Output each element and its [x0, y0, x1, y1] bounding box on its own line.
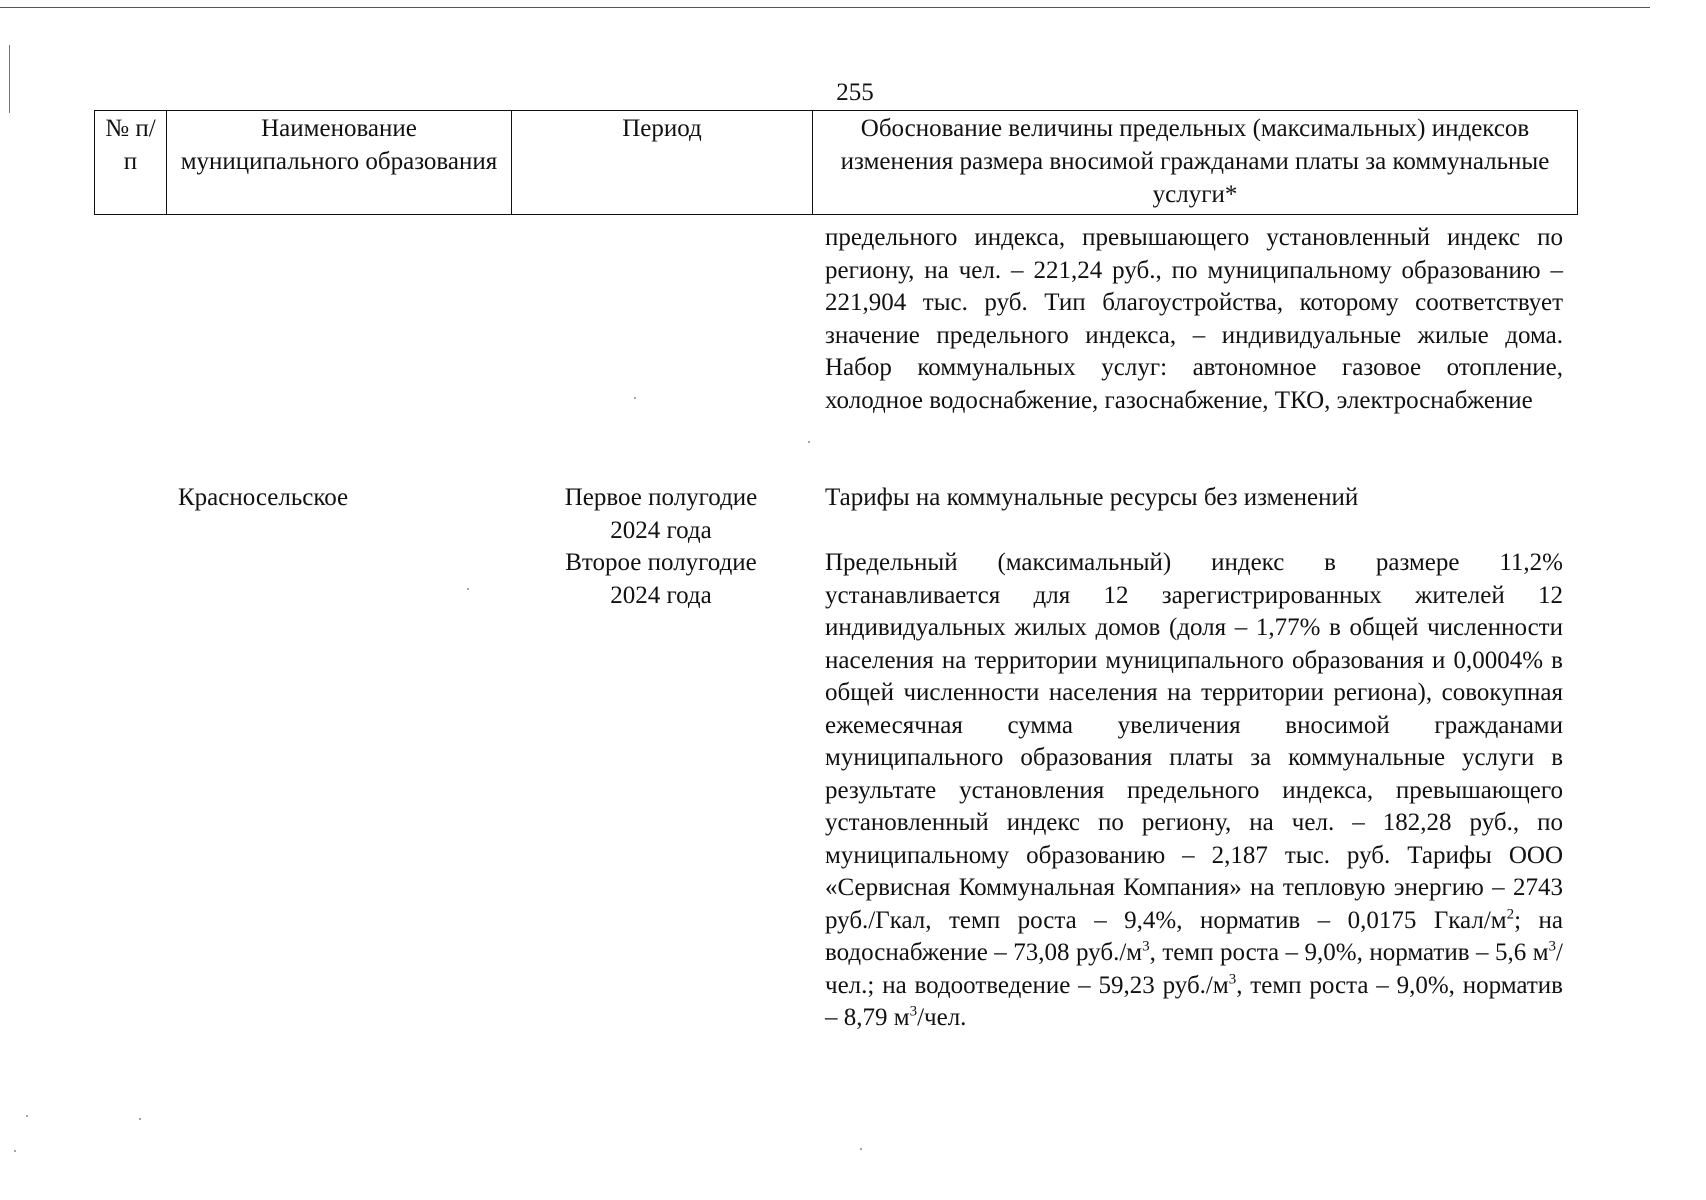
- scan-speck: [860, 1148, 862, 1150]
- basis-first-half: Тарифы на коммунальные ресурсы без изменений: [825, 484, 1359, 511]
- period-second-half: Второе полугодие 2024 года: [565, 549, 757, 609]
- basis-text-part: Предельный (максимальный) индекс в размере 11,2% устанавливается для 12 зарегистрированных жителей 12 индивидуальных жилых домов (доля – 1,77% в общей численности населения на территории муниципального образования и 0,0004% в общей численности населения на территории региона), совокупная ежемесячная сумма увеличения вносимой гражданами муниципального образования платы за коммунальные услуги в результате установления предельного индекса, превышающего установленный индекс по региону, на чел. – 182,28 руб., по муниципальному образованию – 2,187 тыс. руб. Тарифы ООО «Сервисная Коммунальная Компания» на тепловую энергию – 2743 руб./Гкал, темп роста – 9,4%, норматив – 0,0175 Гкал/м: [825, 549, 1563, 934]
- continuation-text: предельного индекса, превышающего установленный индекс по региону, на чел. – 221,24 руб., по муниципальному образованию – 221,904 тыс. руб. Тип благоустройства, которому соответствует значение предельного индекса, – индивидуальные жилые дома. Набор коммунальных услуг: автономное газовое отопление, холодное водоснабжение, газоснабжение, ТКО, электроснабжение: [825, 224, 1563, 414]
- table-header: [94, 110, 1578, 215]
- scan-speck: [808, 441, 810, 443]
- page-number: 255: [836, 79, 874, 106]
- scan-speck: [26, 1115, 28, 1117]
- basis-second-half: [825, 547, 1563, 1035]
- header-col-period: Период: [512, 111, 813, 215]
- municipality-name: Красносельское: [178, 484, 349, 511]
- basis-text-part: , темп роста – 9,0%, норматив – 5,6 м: [1149, 939, 1549, 966]
- superscript: 3: [1142, 938, 1150, 955]
- scan-edge-line-left: [9, 45, 10, 113]
- header-col-municipality: Наименование муниципального образования: [167, 111, 512, 215]
- superscript: 3: [1548, 938, 1557, 955]
- scan-edge-line: [0, 7, 1650, 8]
- basis-text-part: /чел.; на водоотведение – 59,23 руб./м: [825, 939, 1563, 999]
- superscript: 2: [1506, 906, 1515, 923]
- superscript: 3: [1228, 971, 1237, 988]
- scan-speck: [634, 397, 636, 399]
- header-col-basis: Обоснование величины предельных (максимальных) индексов изменения размера вносимой гражданами платы за коммунальные услуги*: [813, 111, 1578, 215]
- basis-text-part: , темп роста – 9,0%, норматив – 8,79 м: [825, 971, 1563, 1031]
- scan-speck: [139, 1118, 141, 1120]
- superscript: 3: [909, 1003, 918, 1020]
- period-first-half: Первое полугодие 2024 года: [564, 484, 758, 544]
- scan-speck: [467, 588, 469, 590]
- table-header-row: [95, 111, 1578, 215]
- basis-text-part: ; на водоснабжение – 73,08 руб./м: [825, 906, 1563, 966]
- header-col-number: № п/п: [95, 111, 167, 215]
- scan-speck: [14, 1150, 16, 1152]
- basis-text-part: /чел.: [917, 1004, 967, 1031]
